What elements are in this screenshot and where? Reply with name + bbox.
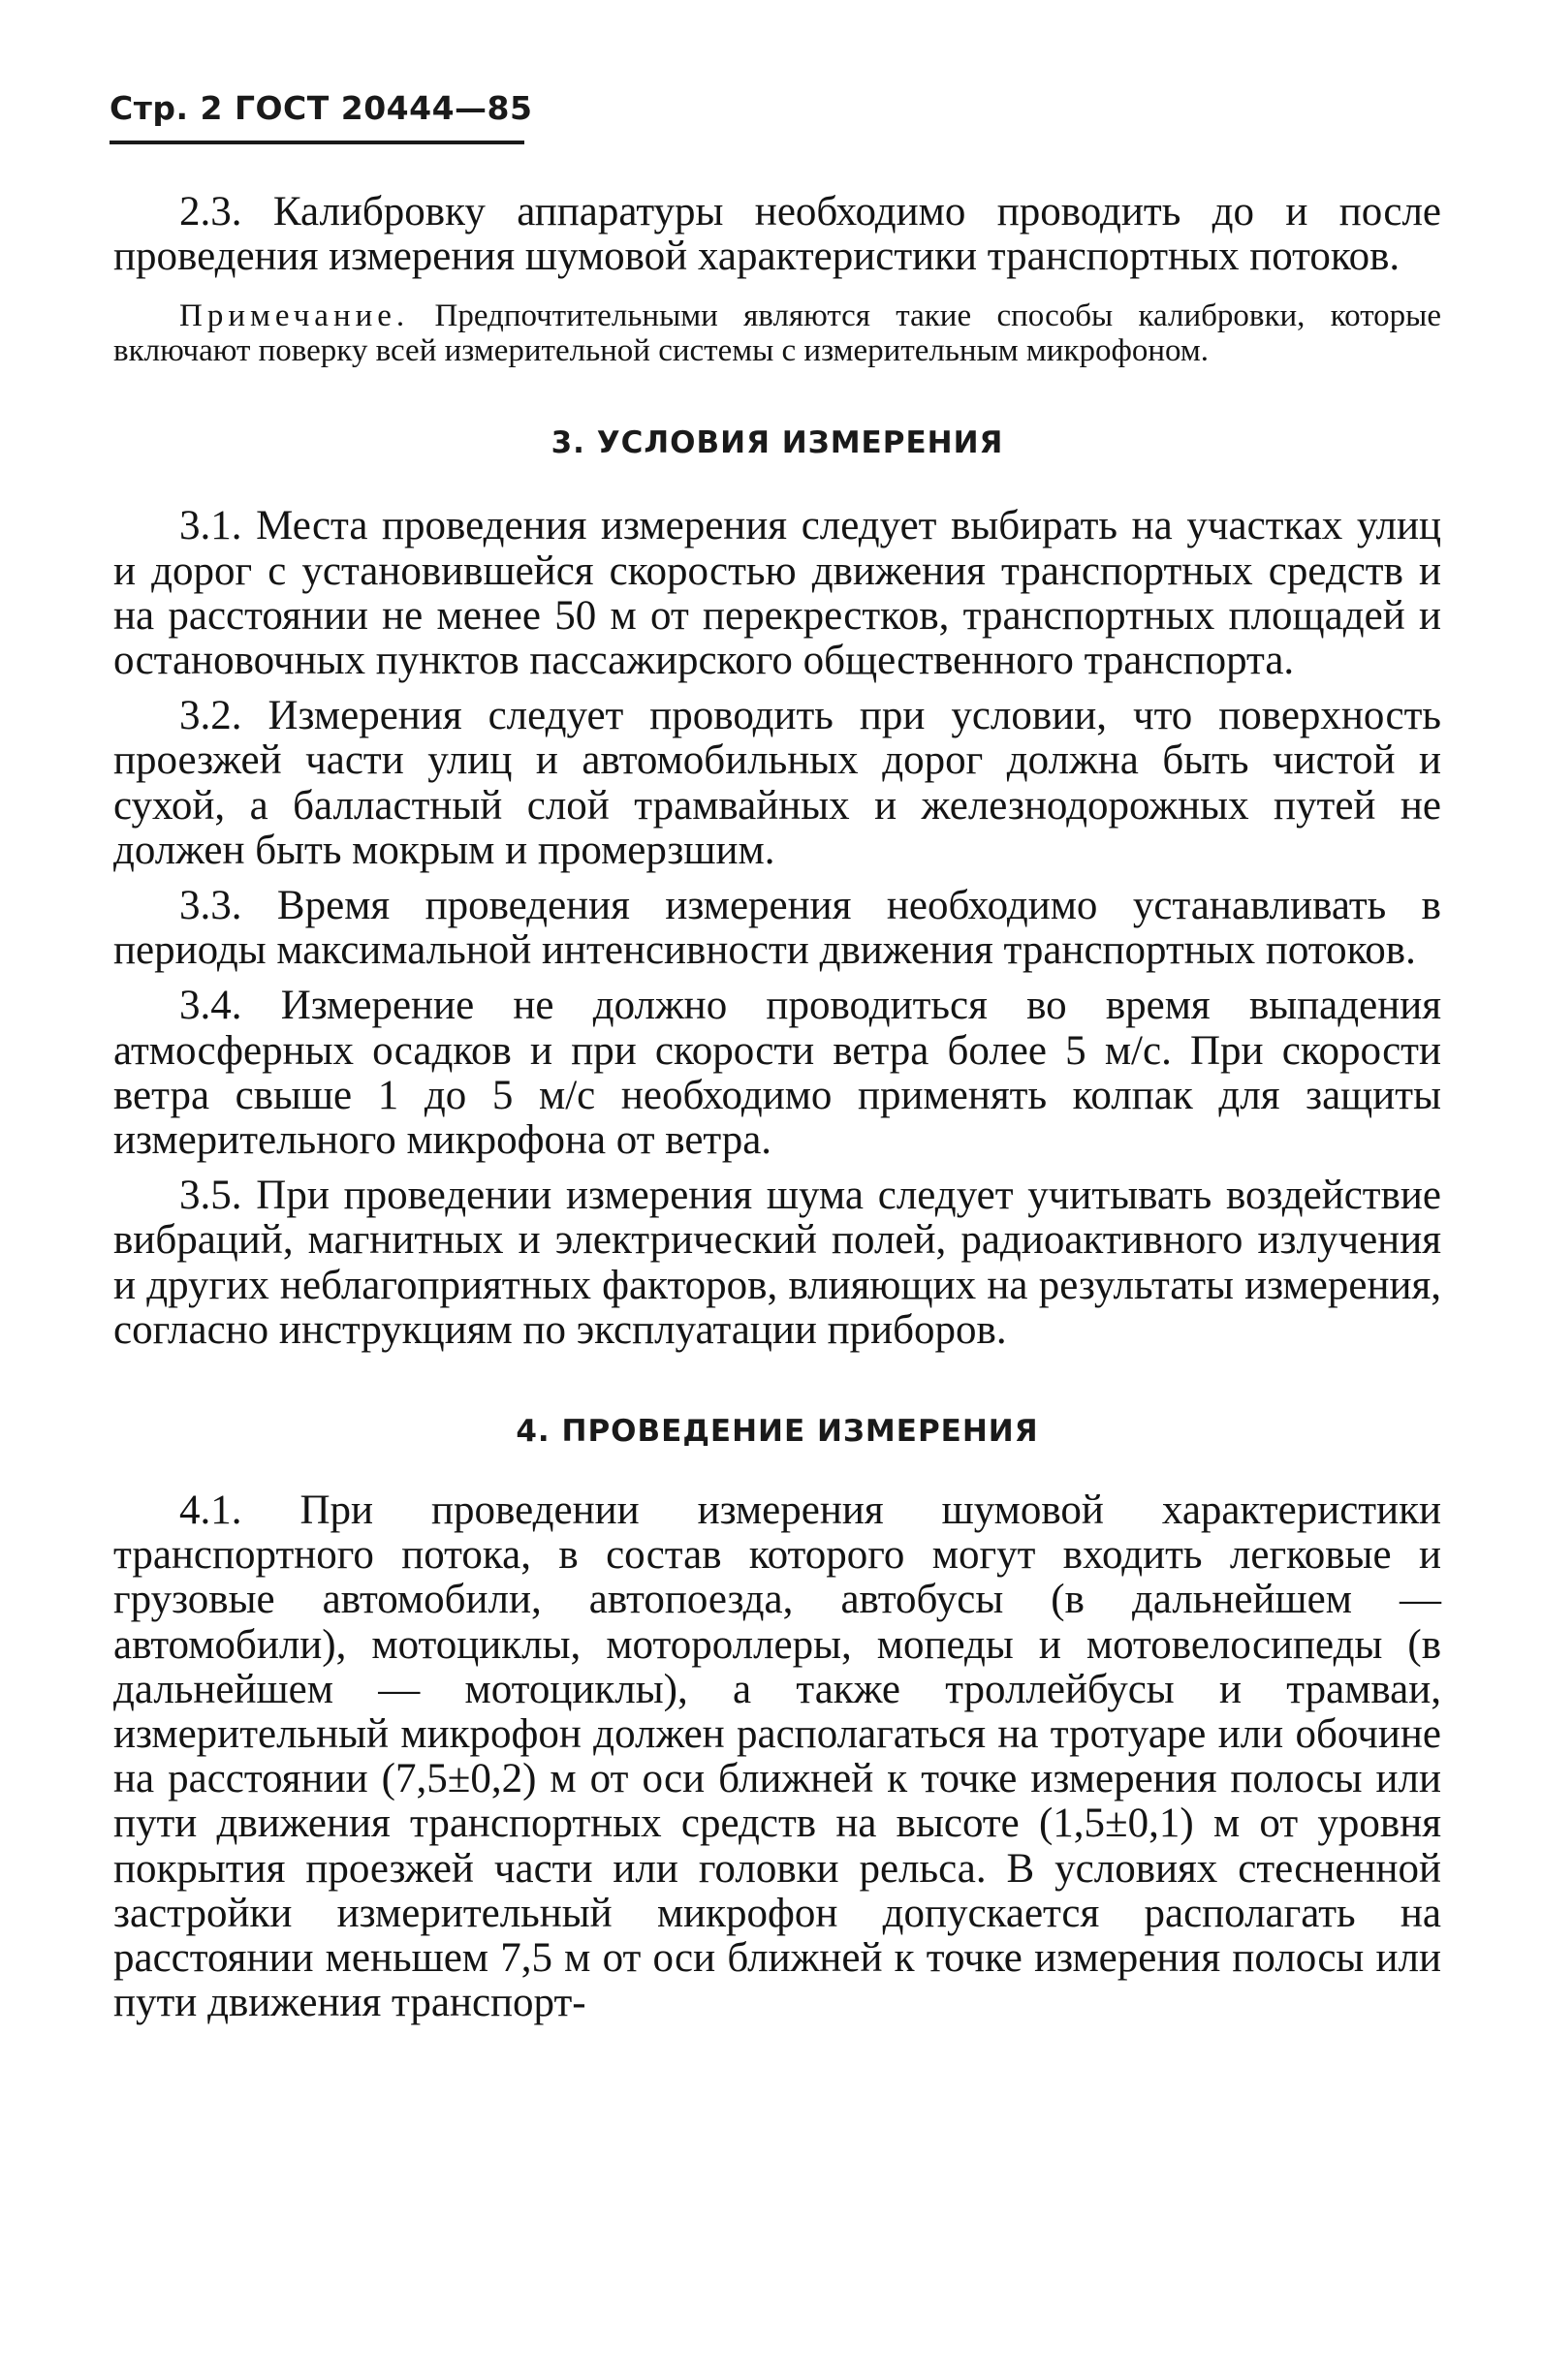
paragraph-4-1: 4.1. При проведении измерения шумовой характеристики транспортного потока, в состав которого могут входить легковые и грузовые автомобили, автопоезда, автобусы (в дальнейшем — автомобили), мотоциклы, мотороллеры, мопеды и мотовелосипеды (в дальнейшем — мотоциклы), а также троллейбусы и трамваи, измерительный микрофон должен располагаться на тротуаре или обочине на расстоянии (7,5±0,2) м от оси ближней к точке измерения полосы или пути движения транспортных средств на высоте (1,5±0,1) м от уровня покрытия проезжей части или головки рельса. В условиях стесненной застройки измерительный микрофон допускается располагать на расстоянии меньшем 7,5 м от оси ближней к точке измерения полосы или пути движения транспорт- [113,1488,1441,2026]
paragraph-2-3: 2.3. Калибровку аппаратуры необходимо проводить до и после проведения измерения шумовой характеристики транспортных потоков. [113,189,1441,280]
note-label: Примечание. [179,298,410,334]
section-4-heading: 4. ПРОВЕДЕНИЕ ИЗМЕРЕНИЯ [516,1414,1039,1450]
note-text: Предпочтительными являются такие способы калибровки, которые включают поверку всей измерительной системы с измерительным микрофоном. [113,298,1441,369]
paragraph-3-3: 3.3. Время проведения измерения необходимо устанавливать в периоды максимальной интенсивности движения транспортных потоков. [113,883,1441,974]
paragraph-3-4: 3.4. Измерение не должно проводиться во время выпадения атмосферных осадков и при скорости ветра более 5 м/с. При скорости ветра свыше 1 до 5 м/с необходимо применять колпак для защиты измерительного микрофона от ветра. [113,983,1441,1164]
paragraph-3-5: 3.5. При проведении измерения шума следует учитывать воздействие вибраций, магнитных и электрический полей, радиоактивного излучения и других неблагоприятных факторов, влияющих на результаты измерения, согласно инструкциям по эксплуатации приборов. [113,1173,1441,1353]
paragraph-3-2: 3.2. Измерения следует проводить при условии, что поверхность проезжей части улиц и автомобильных дорог должна быть чистой и сухой, а балластный слой трамвайных и железнодорожных путей не должен быть мокрым и промерзшим. [113,693,1441,873]
note [113,298,1441,368]
paragraph-3-1: 3.1. Места проведения измерения следует выбирать на участках улиц и дорог с установившейся скоростью движения транспортных средств и на расстоянии не менее 50 м от перекрестков, транспортных площадей и остановочных пунктов пассажирского общественного транспорта. [113,503,1441,684]
document-body [113,190,1441,2026]
running-head: Стр. 2 ГОСТ 20444—85 [110,89,533,127]
header-rule [110,141,524,144]
section-3-heading: 3. УСЛОВИЯ ИЗМЕРЕНИЯ [551,425,1004,461]
